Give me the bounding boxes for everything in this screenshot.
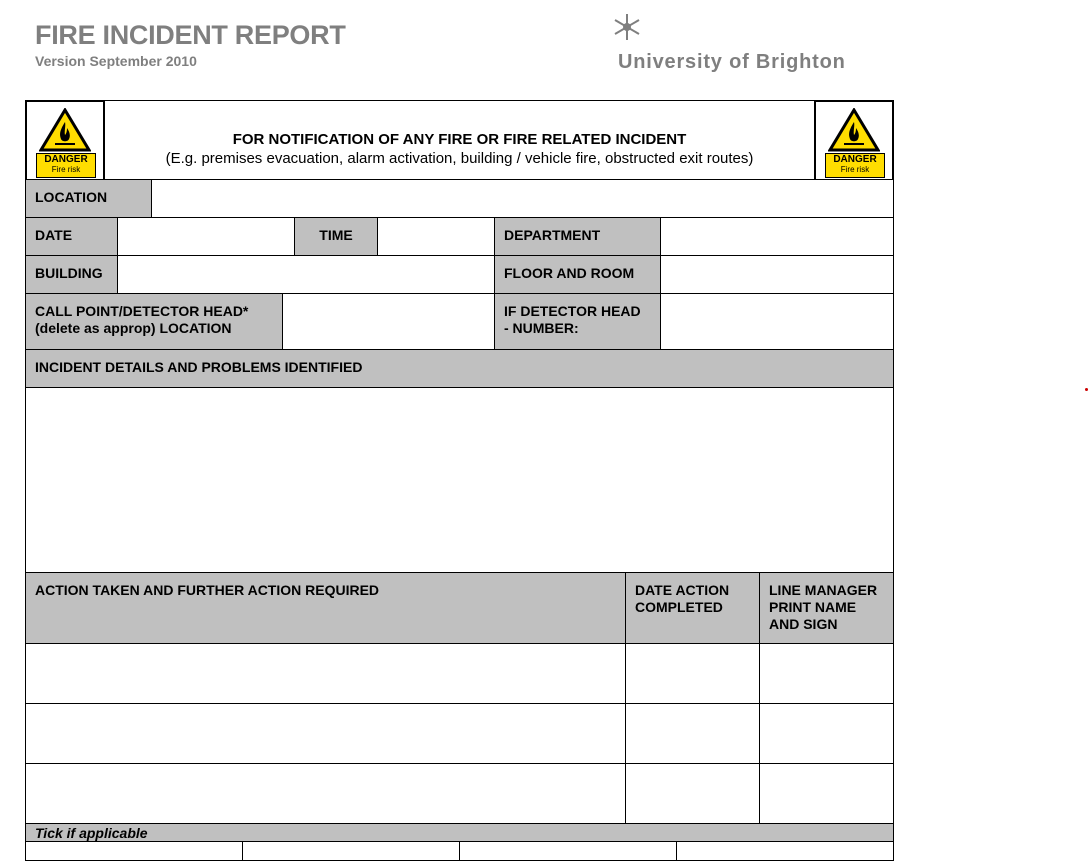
danger-sub: Fire risk — [51, 165, 81, 174]
report-title: FIRE INCIDENT REPORT — [35, 20, 346, 50]
action-row-3-action[interactable] — [25, 763, 626, 824]
department-label — [494, 217, 661, 256]
building-field[interactable] — [117, 255, 495, 294]
action-row-3-date[interactable] — [625, 763, 760, 824]
time-label — [294, 217, 378, 256]
action-row-1-action[interactable] — [25, 643, 626, 704]
detector-number-label-line2: - NUMBER: — [504, 320, 579, 336]
line-manager-label — [759, 572, 894, 644]
line-manager-label-line2: PRINT NAME — [769, 599, 857, 615]
top-rule — [25, 100, 894, 101]
fire-hazard-icon — [39, 108, 91, 152]
action-row-1-date[interactable] — [625, 643, 760, 704]
floor-room-label — [494, 255, 661, 294]
danger-sign-left — [25, 100, 105, 182]
danger-word: DANGER — [833, 154, 877, 165]
date-field[interactable] — [117, 217, 295, 256]
university-name: University of Brighton — [618, 51, 846, 73]
action-row-3-manager[interactable] — [759, 763, 894, 824]
floor-room-field[interactable] — [660, 255, 894, 294]
action-row-2-manager[interactable] — [759, 703, 894, 764]
fire-hazard-icon — [828, 108, 880, 152]
danger-plate — [825, 153, 885, 178]
tick-box-1[interactable] — [25, 841, 243, 861]
detector-number-field[interactable] — [660, 293, 894, 350]
date-label — [25, 217, 118, 256]
date-label-text: DATE — [35, 227, 73, 243]
location-label — [25, 179, 152, 218]
date-completed-label-line2: COMPLETED — [635, 599, 723, 615]
tick-label-text: Tick if applicable — [35, 825, 148, 841]
notice-heading: FOR NOTIFICATION OF ANY FIRE OR FIRE RELATED INCIDENT — [232, 131, 687, 148]
danger-word: DANGER — [44, 154, 88, 165]
call-point-label — [25, 293, 283, 350]
action-taken-label — [25, 572, 626, 644]
time-field[interactable] — [377, 217, 495, 256]
date-completed-label — [625, 572, 760, 644]
building-label — [25, 255, 118, 294]
incident-details-field[interactable] — [25, 387, 894, 573]
action-row-2-action[interactable] — [25, 703, 626, 764]
action-row-2-date[interactable] — [625, 703, 760, 764]
danger-sub: Fire risk — [840, 165, 870, 174]
tick-box-2[interactable] — [242, 841, 460, 861]
notification-notice — [107, 131, 812, 167]
notice-subheading: (E.g. premises evacuation, alarm activation, building / vehicle fire, obstructed exit routes) — [165, 150, 754, 167]
time-label-text: TIME — [319, 227, 353, 243]
danger-sign-right — [814, 100, 894, 182]
incident-details-label — [25, 349, 894, 388]
action-taken-label-text: ACTION TAKEN AND FURTHER ACTION REQUIRED — [35, 582, 380, 598]
version-text: Version September 2010 — [35, 53, 197, 69]
call-point-field[interactable] — [282, 293, 495, 350]
tick-box-3[interactable] — [459, 841, 677, 861]
detector-number-label — [494, 293, 661, 350]
line-manager-label-line3: AND SIGN — [769, 616, 838, 632]
incident-details-label-text: INCIDENT DETAILS AND PROBLEMS IDENTIFIED — [35, 359, 363, 375]
tick-if-applicable-label — [25, 823, 894, 842]
call-point-label-line1: CALL POINT/DETECTOR HEAD* — [35, 303, 249, 319]
building-label-text: BUILDING — [35, 265, 103, 281]
stray-mark — [1085, 388, 1088, 391]
department-label-text: DEPARTMENT — [504, 227, 601, 243]
detector-number-label-line1: IF DETECTOR HEAD — [504, 303, 641, 319]
line-manager-label-line1: LINE MANAGER — [769, 582, 878, 598]
action-row-1-manager[interactable] — [759, 643, 894, 704]
tick-box-4[interactable] — [676, 841, 894, 861]
call-point-label-line2: (delete as approp) LOCATION — [35, 320, 232, 336]
star-icon — [612, 12, 642, 42]
floor-room-label-text: FLOOR AND ROOM — [504, 265, 635, 281]
department-field[interactable] — [660, 217, 894, 256]
date-completed-label-line1: DATE ACTION — [635, 582, 730, 598]
location-field[interactable] — [151, 179, 894, 218]
danger-plate — [36, 153, 96, 178]
location-label-text: LOCATION — [35, 189, 108, 205]
